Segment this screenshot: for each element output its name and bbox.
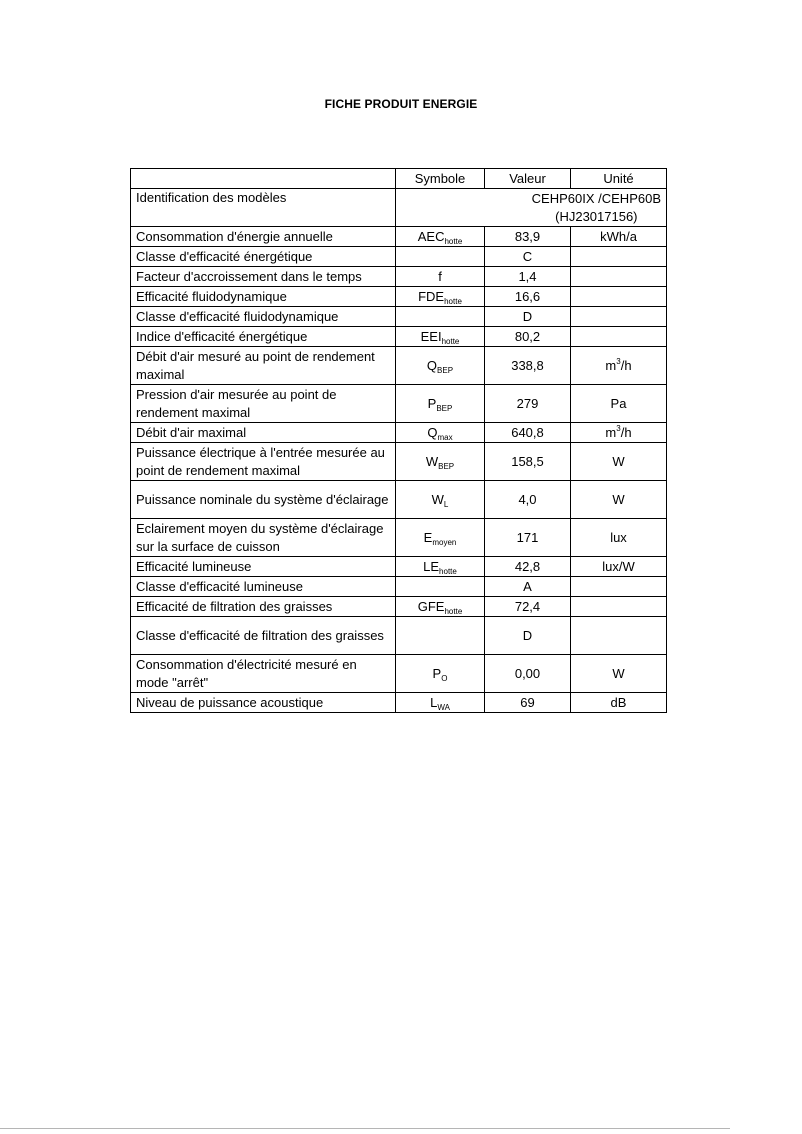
row-unit: kWh/a xyxy=(571,227,667,247)
row-label: Classe d'efficacité de filtration des graisses xyxy=(131,617,396,655)
table-row xyxy=(131,577,667,597)
table-row xyxy=(131,597,667,617)
row-unit: Pa xyxy=(571,385,667,423)
row-label: Niveau de puissance acoustique xyxy=(131,693,396,713)
row-symbol xyxy=(396,557,485,577)
row-value: 158,5 xyxy=(485,443,571,481)
symbol-main: P xyxy=(427,395,437,411)
row-label: Efficacité de filtration des graisses xyxy=(131,597,396,617)
model-line-2: (HJ23017156) xyxy=(555,208,638,224)
symbol-main: W xyxy=(425,453,439,469)
row-value: 640,8 xyxy=(485,423,571,443)
row-symbol xyxy=(396,327,485,347)
row-value: 42,8 xyxy=(485,557,571,577)
symbol-subscript: hotte xyxy=(441,336,460,346)
header-symbol: Symbole xyxy=(396,169,485,189)
row-unit xyxy=(571,617,667,655)
unit-superscript: 3 xyxy=(616,356,621,366)
symbol-subscript: max xyxy=(437,432,453,442)
row-label: Débit d'air maximal xyxy=(131,423,396,443)
header-label xyxy=(131,169,396,189)
row-symbol xyxy=(396,307,485,327)
row-symbol xyxy=(396,655,485,693)
row-label: Facteur d'accroissement dans le temps xyxy=(131,267,396,287)
row-label: Efficacité fluidodynamique xyxy=(131,287,396,307)
row-symbol xyxy=(396,423,485,443)
row-symbol xyxy=(396,443,485,481)
header-value: Valeur xyxy=(485,169,571,189)
unit-rest: /h xyxy=(620,357,632,373)
symbol-subscript: BEP xyxy=(438,461,455,471)
row-symbol xyxy=(396,597,485,617)
table-header-row xyxy=(131,169,667,189)
row-symbol xyxy=(396,385,485,423)
identification-label: Identification des modèles xyxy=(131,189,396,227)
row-value: 83,9 xyxy=(485,227,571,247)
row-symbol xyxy=(396,617,485,655)
row-unit: dB xyxy=(571,693,667,713)
table-row xyxy=(131,327,667,347)
symbol-main: Q xyxy=(426,357,438,373)
table-row xyxy=(131,287,667,307)
row-value: 0,00 xyxy=(485,655,571,693)
row-unit xyxy=(571,307,667,327)
symbol-subscript: moyen xyxy=(432,537,457,547)
row-unit xyxy=(571,327,667,347)
page-bottom-divider xyxy=(0,1128,730,1129)
row-value: 279 xyxy=(485,385,571,423)
row-value: C xyxy=(485,247,571,267)
row-unit: W xyxy=(571,481,667,519)
row-label: Efficacité lumineuse xyxy=(131,557,396,577)
row-symbol xyxy=(396,267,485,287)
row-unit xyxy=(571,577,667,597)
row-label: Classe d'efficacité lumineuse xyxy=(131,577,396,597)
row-symbol xyxy=(396,227,485,247)
symbol-subscript: BEP xyxy=(436,403,453,413)
row-label: Classe d'efficacité énergétique xyxy=(131,247,396,267)
model-identification xyxy=(396,189,667,227)
symbol-subscript: hotte xyxy=(439,566,457,576)
symbol-subscript: hotte xyxy=(444,296,462,306)
symbol-main: Q xyxy=(427,424,438,440)
row-unit: W xyxy=(571,655,667,693)
header-unit: Unité xyxy=(571,169,667,189)
symbol-main: P xyxy=(432,665,442,681)
table-row xyxy=(131,617,667,655)
row-value: 80,2 xyxy=(485,327,571,347)
row-label: Pression d'air mesurée au point de rendement maximal xyxy=(131,385,396,423)
symbol-main: W xyxy=(431,491,444,507)
page-title: FICHE PRODUIT ENERGIE xyxy=(324,97,478,111)
unit-main: m xyxy=(605,357,617,373)
row-symbol xyxy=(396,247,485,267)
row-label: Débit d'air mesuré au point de rendement maximal xyxy=(131,347,396,385)
table-row xyxy=(131,481,667,519)
row-value: 338,8 xyxy=(485,347,571,385)
symbol-main: AEC xyxy=(417,228,445,244)
row-label: Puissance nominale du système d'éclairage xyxy=(131,481,396,519)
row-value: 171 xyxy=(485,519,571,557)
row-symbol xyxy=(396,693,485,713)
table-row xyxy=(131,423,667,443)
symbol-main: E xyxy=(423,529,433,545)
row-unit xyxy=(571,597,667,617)
table-row xyxy=(131,655,667,693)
row-symbol xyxy=(396,287,485,307)
symbol-subscript: WA xyxy=(437,702,450,712)
row-unit xyxy=(571,287,667,307)
row-value: 72,4 xyxy=(485,597,571,617)
unit-superscript: 3 xyxy=(616,423,621,433)
row-label: Consommation d'électricité mesuré en mode "arrêt" xyxy=(131,655,396,693)
row-label: Consommation d'énergie annuelle xyxy=(131,227,396,247)
symbol-main: FDE xyxy=(418,288,445,304)
symbol-subscript: O xyxy=(441,673,448,683)
row-symbol xyxy=(396,519,485,557)
table-row xyxy=(131,519,667,557)
row-value: D xyxy=(485,307,571,327)
row-symbol xyxy=(396,481,485,519)
unit-rest: /h xyxy=(620,424,632,440)
row-unit: W xyxy=(571,443,667,481)
symbol-subscript: hotte xyxy=(444,606,463,616)
row-unit: lux xyxy=(571,519,667,557)
symbol-subscript: BEP xyxy=(437,365,454,375)
table-row xyxy=(131,347,667,385)
row-value: 4,0 xyxy=(485,481,571,519)
energy-spec-table xyxy=(130,168,667,713)
row-symbol xyxy=(396,577,485,597)
table-row xyxy=(131,557,667,577)
row-unit xyxy=(571,347,667,385)
row-unit: lux/W xyxy=(571,557,667,577)
symbol-subscript: hotte xyxy=(444,236,463,246)
table-row xyxy=(131,307,667,327)
row-label: Eclairement moyen du système d'éclairage sur la surface de cuisson xyxy=(131,519,396,557)
table-row xyxy=(131,443,667,481)
unit-main: m xyxy=(605,424,617,440)
row-unit xyxy=(571,247,667,267)
symbol-main: GFE xyxy=(417,598,445,614)
row-symbol xyxy=(396,347,485,385)
symbol-main: EEI xyxy=(420,328,442,344)
row-label: Classe d'efficacité fluidodynamique xyxy=(131,307,396,327)
row-value: 1,4 xyxy=(485,267,571,287)
table-row xyxy=(131,693,667,713)
row-value: D xyxy=(485,617,571,655)
symbol-main: f xyxy=(438,268,442,284)
row-label: Indice d'efficacité énergétique xyxy=(131,327,396,347)
row-value: 16,6 xyxy=(485,287,571,307)
symbol-main: LE xyxy=(423,558,440,574)
table-row xyxy=(131,267,667,287)
row-value: A xyxy=(485,577,571,597)
row-unit xyxy=(571,267,667,287)
row-value: 69 xyxy=(485,693,571,713)
row-label: Puissance électrique à l'entrée mesurée au point de rendement maximal xyxy=(131,443,396,481)
table-row-identification xyxy=(131,189,667,227)
symbol-subscript: L xyxy=(443,499,449,509)
model-line-1: CEHP60IX /CEHP60B xyxy=(531,190,661,206)
table-row xyxy=(131,247,667,267)
table-row xyxy=(131,227,667,247)
row-unit xyxy=(571,423,667,443)
symbol-main: L xyxy=(430,694,438,710)
table-row xyxy=(131,385,667,423)
